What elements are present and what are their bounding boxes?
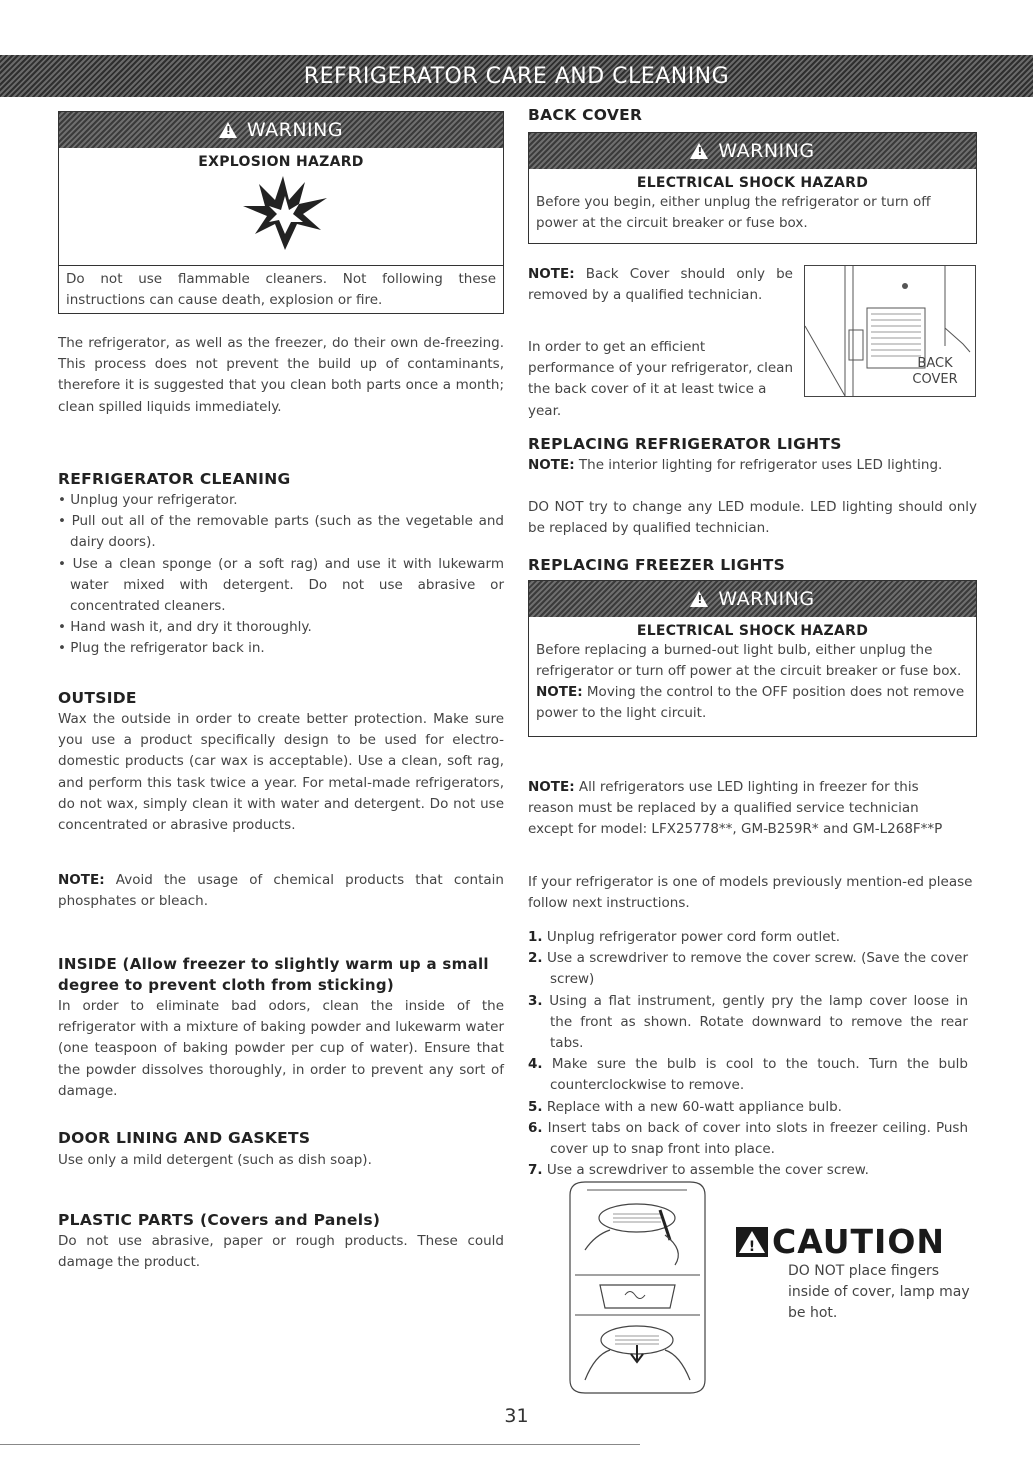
warning-header [529,133,976,169]
freezer-light-steps [528,927,968,1181]
warning-text: Before replacing a burned-out light bulb, either unplug the refrigerator or turn off power at the circuit breaker or fuse box. [536,642,962,679]
caution-title: CAUTION [772,1222,945,1261]
step-number: 5. [528,1098,543,1115]
inside-paragraph: In order to eliminate bad odors, clean the inside of the refrigerator with a mixture of baking powder and lukewarm water (one teaspoon of baking powder per cup of water). Ensure that the powder dissolves thoroughly, in order to prevent any sort of damage. [58,998,504,1099]
step-text: Replace with a new 60-watt appliance bulb. [546,1098,842,1115]
step-number: 1. [528,929,543,945]
refrigerator-cleaning-heading: REFRIGERATOR CLEANING [58,470,291,488]
back-cover-label [900,356,970,388]
note-label: NOTE: [536,684,583,700]
plastic-parts-paragraph: Do not use abrasive, paper or rough products. These could damage the product. [58,1233,504,1271]
inside-heading: INSIDE (Allow freezer to slightly warm up a small degree to prevent cloth from sticking) [58,955,489,994]
image-label: BACK [917,356,953,371]
door-lining-heading: DOOR LINING AND GASKETS [58,1129,311,1147]
replacing-refrigerator-lights-heading: REPLACING REFRIGERATOR LIGHTS [528,435,842,453]
footer-rule [0,1444,640,1445]
caution-icon [736,1227,768,1257]
refrigerator-lights-note [528,455,977,476]
list-item [528,927,968,948]
list-item: • Unplug your refrigerator. [58,492,238,508]
note-text: All refrigerators use LED lighting in freezer for this reason must be replaced by a qualified service technician except for model: LFX25778**, GM-B259R* and GM-L268F**P [528,779,943,838]
list-item: • Plug the refrigerator back in. [58,640,265,657]
caution-text: DO NOT place fingers inside of cover, lamp may be hot. [788,1263,970,1321]
banner-title: REFRIGERATOR CARE AND CLEANING [303,63,730,89]
warning-text: Do not use flammable cleaners. Not following these instructions can cause death, explosion or fire. [66,271,496,308]
step-number: 3. [528,992,543,1009]
intro-paragraph: The refrigerator, as well as the freezer, do their own de-freezing. This process does not prevent the build up of contaminants, therefore it is suggested that you clean both parts once a month; clean spilled liquids immediately. [58,335,504,415]
freezer-lights-note [528,777,966,841]
warning-text: Before you begin, either unplug the refrigerator or turn off power at the circuit breaker or fuse box. [536,194,931,231]
note-label: NOTE: [528,457,575,473]
note-text: The interior lighting for refrigerator uses LED lighting. [578,457,943,473]
list-item [528,991,968,1055]
list-item: • Hand wash it, and dry it thoroughly. [58,619,312,636]
warning-triangle-icon [219,122,237,138]
step-number: 7. [528,1162,543,1179]
step-number: 6. [528,1119,543,1136]
refrigerator-cleaning-list [58,490,504,660]
hazard-title: ELECTRICAL SHOCK HAZARD [636,175,869,191]
note-text: Avoid the usage of chemical products that contain phosphates or bleach. [58,872,504,910]
step-text: Use a screwdriver to assemble the cover screw. [546,1162,869,1179]
replacing-freezer-lights-heading: REPLACING FREEZER LIGHTS [528,556,786,574]
hazard-title: ELECTRICAL SHOCK HAZARD [636,623,869,639]
note-text: Moving the control to the OFF position does not remove power to the light circuit. [536,684,965,721]
outside-note [58,870,504,912]
warning-header-label: WARNING [718,140,815,162]
warning-header-label: WARNING [718,588,815,610]
step-number: 2. [528,950,543,967]
page-number: 31 [504,1405,529,1427]
note-label: NOTE: [528,779,575,795]
note-text: Back Cover should only be removed by a qualified technician. [528,266,793,304]
list-item [528,1118,968,1160]
plastic-parts-heading: PLASTIC PARTS (Covers and Panels) [58,1211,381,1229]
list-item [528,948,968,990]
image-label: COVER [912,372,958,387]
warning-header [59,112,503,148]
freezer-warning-box [528,580,977,737]
list-item [528,1160,968,1181]
freezer-lights-paragraph: If your refrigerator is one of models previously mention-ed please follow next instructions. [528,874,973,912]
warning-note [529,682,976,724]
step-text: Make sure the bulb is cool to the touch. Turn the bulb counterclockwise to remove. [550,1056,968,1094]
door-lining-paragraph: Use only a mild detergent (such as dish soap). [58,1152,372,1168]
page-banner [0,55,1033,97]
outside-paragraph: Wax the outside in order to create better protection. Make sure you use a product specifically design to be used for electro-domestic products (car wax is acceptable). Use a clean, soft rag, and perform this task twice a year. For metal-made refrigerators, do not wax, simply clean it with water and detergent. Do not use concentrated or abrasive products. [58,711,504,834]
list-item: • Use a clean sponge (or a soft rag) and use it with lukewarm water mixed with detergent. Do not use abrasive or concentrated cleaners. [58,555,504,615]
explosion-warning-box [58,111,504,314]
lamp-cover-illustration [565,1180,710,1395]
step-text: Unplug refrigerator power cord form outlet. [546,929,841,945]
back-cover-heading: BACK COVER [528,106,643,124]
step-text: Insert tabs on back of cover into slots in freezer ceiling. Push cover up to snap front into place. [547,1119,969,1158]
hazard-title: EXPLOSION HAZARD [198,154,364,170]
explosion-icon [235,172,335,252]
back-cover-paragraph: In order to get an efficient performance of your refrigerator, clean the back cover of it at least twice a year. [528,339,794,419]
back-cover-warning-box [528,132,977,244]
warning-triangle-icon [690,591,708,607]
warning-header [529,581,976,617]
step-text: Use a screwdriver to remove the cover screw. (Save the cover screw) [546,950,969,988]
warning-triangle-icon [690,143,708,159]
outside-heading: OUTSIDE [58,689,137,707]
back-cover-note [528,264,793,306]
list-item: • Pull out all of the removable parts (such as the vegetable and dairy doors). [58,513,504,551]
step-text: Using a flat instrument, gently pry the lamp cover loose in the front as shown. Rotate downward to remove the rear tabs. [549,992,969,1052]
note-label: NOTE: [58,872,105,888]
warning-header-label: WARNING [246,119,344,141]
refrigerator-lights-paragraph: DO NOT try to change any LED module. LED lighting should only be replaced by qualified technician. [528,499,977,537]
list-item [528,1054,968,1096]
back-cover-image [804,265,976,397]
note-label: NOTE: [528,266,575,282]
step-number: 4. [528,1056,543,1073]
caution-block [736,1222,976,1324]
list-item [528,1097,968,1118]
svg-text:!: ! [748,1238,756,1255]
